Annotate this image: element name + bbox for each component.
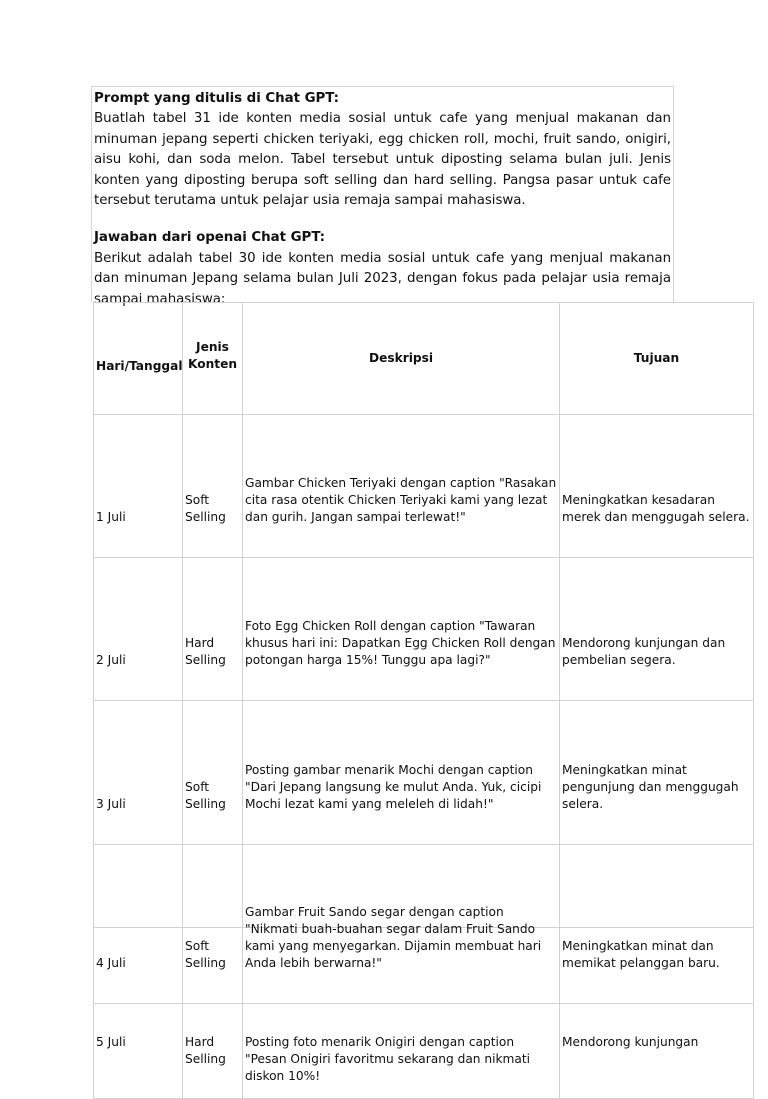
cell-description: Foto Egg Chicken Roll dengan caption "Tawaran khusus hari ini: Dapatkan Egg Chicken Roll dengan potongan harga 15%! Tunggu apa lagi?" [243, 558, 560, 701]
answer-text: Berikut adalah tabel 30 ide konten media sosial untuk cafe yang menjual makanan dan minuman Jepang selama bulan Juli 2023, dengan fokus pada pelajar usia remaja sampai mahasiswa: [94, 250, 671, 307]
prompt-text: Buatlah tabel 31 ide konten media sosial untuk cafe yang menjual makanan dan minuman jepang seperti chicken teriyaki, egg chicken roll, mochi, fruit sando, onigiri, aisu kohi, dan soda melon. Tabel tersebut untuk diposting selama bulan juli. Jenis konten yang diposting berupa soft selling dan hard selling. Pangsa pasar untuk cafe tersebut terutama untuk pelajar usia remaja sampai mahasiswa. [94, 111, 671, 209]
cell-content-type: Hard Selling [183, 558, 243, 701]
table-row [94, 558, 754, 701]
cell-content-type: Hard Selling [183, 1004, 243, 1099]
answer-heading: Jawaban dari openai Chat GPT: [94, 230, 325, 246]
cell-goal: Mendorong kunjungan [560, 1004, 754, 1099]
content-ideas-table [93, 302, 754, 1099]
cell-goal: Mendorong kunjungan dan pembelian segera. [560, 558, 754, 701]
cell-goal: Meningkatkan minat dan memikat pelanggan baru. [560, 845, 754, 1004]
cell-goal: Meningkatkan minat pengunjung dan menggugah selera. [560, 701, 754, 845]
table-row [94, 1004, 754, 1099]
table-header-row [94, 303, 754, 415]
cell-date: 4 Juli [94, 845, 183, 1004]
header-description: Deskripsi [243, 303, 560, 415]
cell-goal: Meningkatkan kesadaran merek dan menggugah selera. [560, 415, 754, 558]
table-row [94, 845, 754, 1004]
header-content-type: Jenis Konten [183, 303, 243, 415]
table-row [94, 701, 754, 845]
intro-text-box [91, 86, 674, 307]
cell-description: Gambar Chicken Teriyaki dengan caption "Rasakan cita rasa otentik Chicken Teriyaki kami yang lezat dan gurih. Jangan sampai terlewat!" [243, 415, 560, 558]
cell-content-type: Soft Selling [183, 845, 243, 1004]
cell-content-type: Soft Selling [183, 415, 243, 558]
cell-date: 1 Juli [94, 415, 183, 558]
header-goal: Tujuan [560, 303, 754, 415]
cell-date: 3 Juli [94, 701, 183, 845]
cell-description: Posting foto menarik Onigiri dengan caption "Pesan Onigiri favoritmu sekarang dan nikmati diskon 10%! [243, 1004, 560, 1099]
cell-description: Posting gambar menarik Mochi dengan caption "Dari Jepang langsung ke mulut Anda. Yuk, cicipi Mochi lezat kami yang meleleh di lidah!" [243, 701, 560, 845]
table-row [94, 415, 754, 558]
cell-date: 2 Juli [94, 558, 183, 701]
cell-content-type: Soft Selling [183, 701, 243, 845]
header-date: Hari/Tanggal [94, 303, 183, 415]
cell-date: 5 Juli [94, 1004, 183, 1099]
paragraph-gap [94, 211, 671, 228]
content-table-wrapper [93, 302, 753, 1083]
cell-description: Gambar Fruit Sando segar dengan caption "Nikmati buah-buahan segar dalam Fruit Sando kami yang menyegarkan. Dijamin membuat hari Anda lebih berwarna!" [243, 845, 560, 1004]
prompt-heading: Prompt yang ditulis di Chat GPT: [94, 91, 339, 106]
